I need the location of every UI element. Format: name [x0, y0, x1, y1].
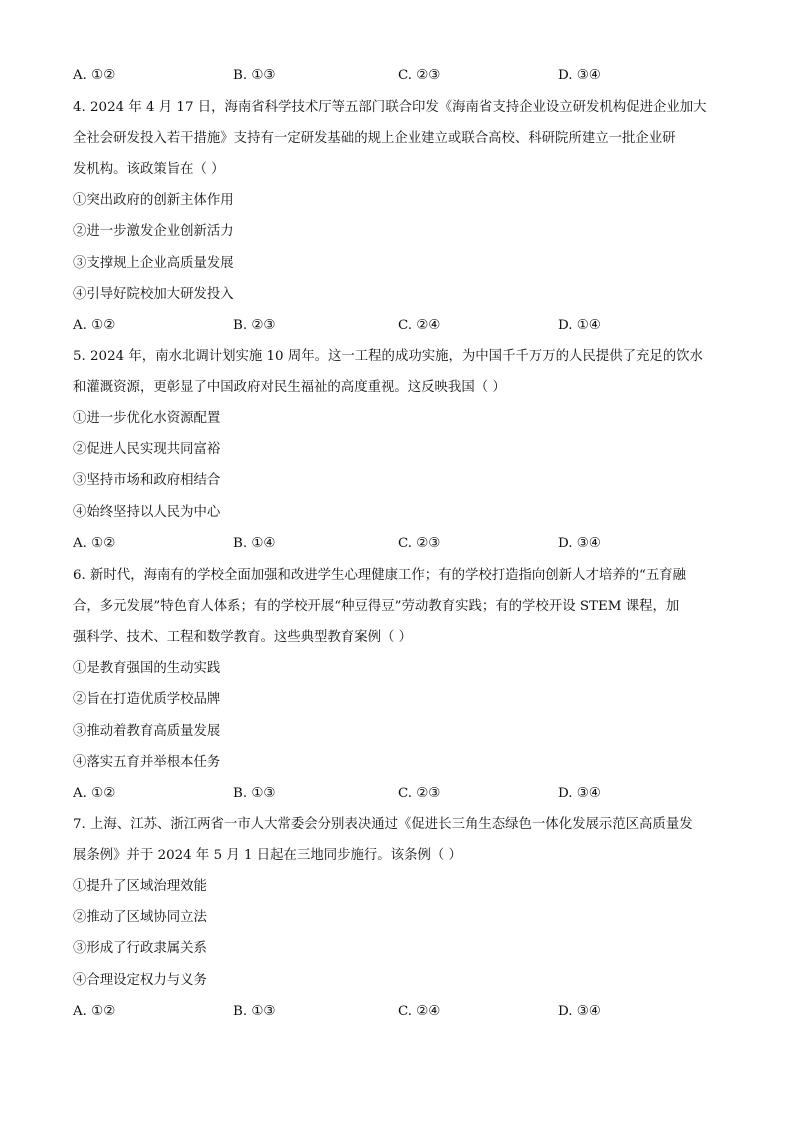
option-c[interactable]: C. ②③	[398, 68, 441, 83]
statement-item: ①是教育强国的生动实践	[73, 661, 221, 676]
statement-item: ③推动着教育高质量发展	[73, 724, 221, 739]
option-b[interactable]: B. ①③	[233, 1004, 276, 1019]
option-a[interactable]: A. ①②	[73, 786, 116, 801]
statement-item: ①提升了区域治理效能	[73, 879, 207, 894]
option-b[interactable]: B. ①③	[233, 68, 276, 83]
question-stem-line: 4. 2024 年 4 月 17 日，海南省科学技术厅等五部门联合印发《海南省支持企业设立研发机构促进企业加大	[73, 100, 707, 115]
statement-item: ④合理设定权力与义务	[73, 973, 207, 988]
question-6-options	[73, 785, 733, 803]
question-stem-line: 强科学、技术、工程和数学教育。这些典型教育案例（ ）	[73, 630, 413, 645]
option-a[interactable]: A. ①②	[73, 1004, 116, 1019]
question-stem-line: 7. 上海、江苏、浙江两省一市人大常委会分别表决通过《促进长三角生态绿色一体化发展示范区高质量发	[73, 817, 693, 832]
option-d[interactable]: D. ③④	[558, 536, 601, 551]
option-c[interactable]: C. ②④	[398, 1004, 441, 1019]
statement-item: ①进一步优化水资源配置	[73, 411, 221, 426]
question-stem-line: 合，多元发展”特色育人体系；有的学校开展“种豆得豆”劳动教育实践；有的学校开设 STEM 课程，加	[73, 599, 680, 614]
question-5-options	[73, 535, 733, 553]
option-c[interactable]: C. ②③	[398, 536, 441, 551]
option-d[interactable]: D. ③④	[558, 68, 601, 83]
question-stem-line: 发机构。该政策旨在（ ）	[73, 162, 225, 177]
option-a[interactable]: A. ①②	[73, 318, 116, 333]
statement-item: ②进一步激发企业创新活力	[73, 224, 234, 239]
option-b[interactable]: B. ①③	[233, 786, 276, 801]
statement-item: ②推动了区域协同立法	[73, 910, 207, 925]
option-d[interactable]: D. ③④	[558, 1004, 601, 1019]
option-c[interactable]: C. ②③	[398, 786, 441, 801]
statement-item: ①突出政府的创新主体作用	[73, 193, 234, 208]
statement-item: ③坚持市场和政府相结合	[73, 473, 221, 488]
statement-item: ④落实五育并举根本任务	[73, 755, 221, 770]
statement-item: ②促进人民实现共同富裕	[73, 442, 221, 457]
question-stem-line: 和灌溉资源，更彰显了中国政府对民生福祉的高度重视。这反映我国（ ）	[73, 380, 506, 395]
statement-item: ②旨在打造优质学校品牌	[73, 692, 221, 707]
question-3-options	[73, 67, 733, 85]
statement-item: ④始终坚持以人民为中心	[73, 505, 221, 520]
question-stem-line: 6. 新时代，海南有的学校全面加强和改进学生心理健康工作；有的学校打造指向创新人才培养的“五育融	[73, 568, 687, 583]
option-a[interactable]: A. ①②	[73, 68, 116, 83]
option-a[interactable]: A. ①②	[73, 536, 116, 551]
option-b[interactable]: B. ②③	[233, 318, 276, 333]
statement-item: ④引导好院校加大研发投入	[73, 287, 234, 302]
statement-item: ③形成了行政隶属关系	[73, 941, 207, 956]
question-stem-line: 展条例》并于 2024 年 5 月 1 日起在三地同步施行。该条例（ ）	[73, 848, 462, 863]
option-c[interactable]: C. ②④	[398, 318, 441, 333]
option-d[interactable]: D. ③④	[558, 786, 601, 801]
question-7-options	[73, 1003, 733, 1021]
option-b[interactable]: B. ①④	[233, 536, 276, 551]
question-stem-line: 全社会研发投入若干措施》支持有一定研发基础的规上企业建立或联合高校、科研院所建立一批企业研	[73, 131, 676, 146]
statement-item: ③支撑规上企业高质量发展	[73, 256, 234, 271]
option-d[interactable]: D. ①④	[558, 318, 601, 333]
question-4-options	[73, 317, 733, 335]
question-stem-line: 5. 2024 年，南水北调计划实施 10 周年。这一工程的成功实施，为中国千千万万的人民提供了充足的饮水	[73, 349, 703, 364]
